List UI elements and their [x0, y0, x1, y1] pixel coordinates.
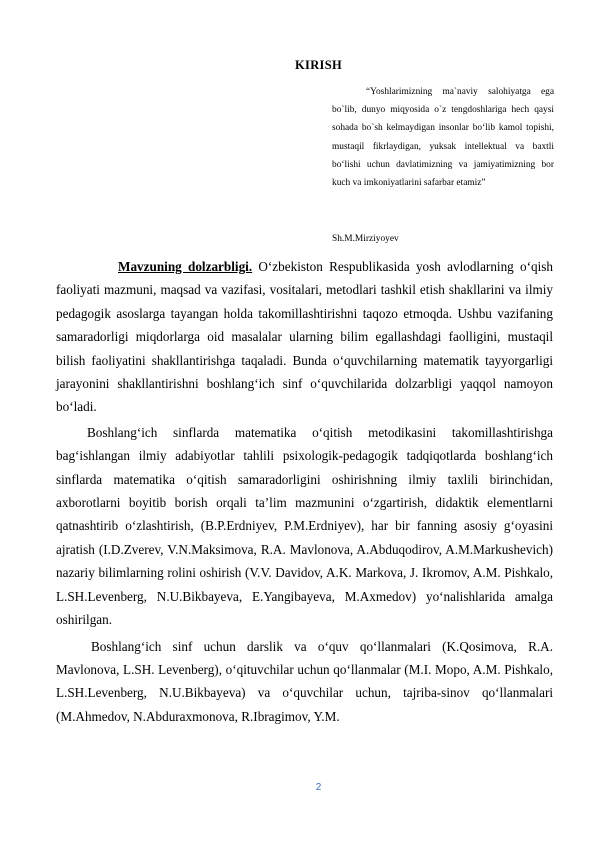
relevance-heading: Mavzuning dolzarbligi.: [118, 259, 253, 274]
body-text: [56, 255, 553, 728]
epigraph-author: Sh.M.Mirziyoyev: [332, 234, 399, 244]
section-title: KIRISH: [295, 58, 342, 72]
epigraph-quote: “Yoshlarimizning ma`naviy salohiyatga ega bo`lib, dunyo miqyosida o`z tengdoshlariga hech qaysi sohada bo`sh kelmaydigan insonlar bo‘lib kamol topishi, mustaqil fikrlaydigan, yuksak intellektual va baxtli bo‘lishi uchun davlatimizning va jamiyatimizning bor kuch va imkoniyatlarini safarbar etamiz”: [332, 87, 554, 189]
paragraph-literature-analysis: Boshlang‘ich sinflarda matematika o‘qitish metodikasini takomillashtirishga bag‘ishlangan ilmiy adabiyotlar tahlili psixologik-pedagogik tadqiqotlarda boshlang‘ich sinflarda matematika o‘qitish samaradorligini oshirishning ilmiy taxlili birinchidan, axborotlarni boyitib borish orqali ta’lim mazmunini o‘zgartirish, didaktik elementlarni qatnashtirib o‘zlashtirish, (B.P.Erdniyev, P.M.Erdniyev), har bir fanning asosiy g‘oyasini ajratish (I.D.Zverev, V.N.Maksimova, R.A. Mavlonova, A.Abduqodirov, A.M.Markushevich) nazariy bilimlarning rolini oshirish (V.V. Davidov, A.K. Markova, J. Ikromov, A.M. Pishkalo, L.SH.Levenberg, N.U.Bikbayeva, E.Yangibayeva, M.Axmedov) yo‘nalishlarida amalga oshirilgan.: [56, 424, 553, 628]
page-number: 2: [315, 782, 322, 793]
relevance-text: O‘zbekiston Respublikasida yosh avlodlarning o‘qish faoliyati mazmuni, maqsad va vazifasi, vositalari, metodlari tashkil etish shakllarini va ilmiy pedagogik asoslarga tayangan holda takomillashtirishni taqozo etmoqda. Ushbu vazifaning samaradorligi miqdorlarga oid masalalar ularning bilim egallashdagi faolligini, mustaqil bilish faoliyatini shakllantirishga taqaladi. Bunda o‘quvchilarning matematik tayyorgarligi jarayonini shakllantirishni boshlang‘ich sinf o‘quvchilarida dolzarbligi yaqqol namoyon bo‘ladi.: [56, 259, 553, 415]
paragraph-textbooks: Boshlang‘ich sinf uchun darslik va o‘quv qo‘llanmalari (K.Qosimova, R.A. Mavlonova, L.SH. Levenberg), o‘qituvchilar uchun qo‘llanmalar (M.I. Mopo, A.M. Pishkalo, L.SH.Levenberg, N.U.Bikbayeva) va o‘quvchilar uchun, tajriba-sinov qo‘llanmalari (M.Ahmedov, N.Abduraxmonova, R.Ibragimov, Y.M.: [56, 638, 553, 724]
paragraph-relevance: [56, 255, 553, 419]
